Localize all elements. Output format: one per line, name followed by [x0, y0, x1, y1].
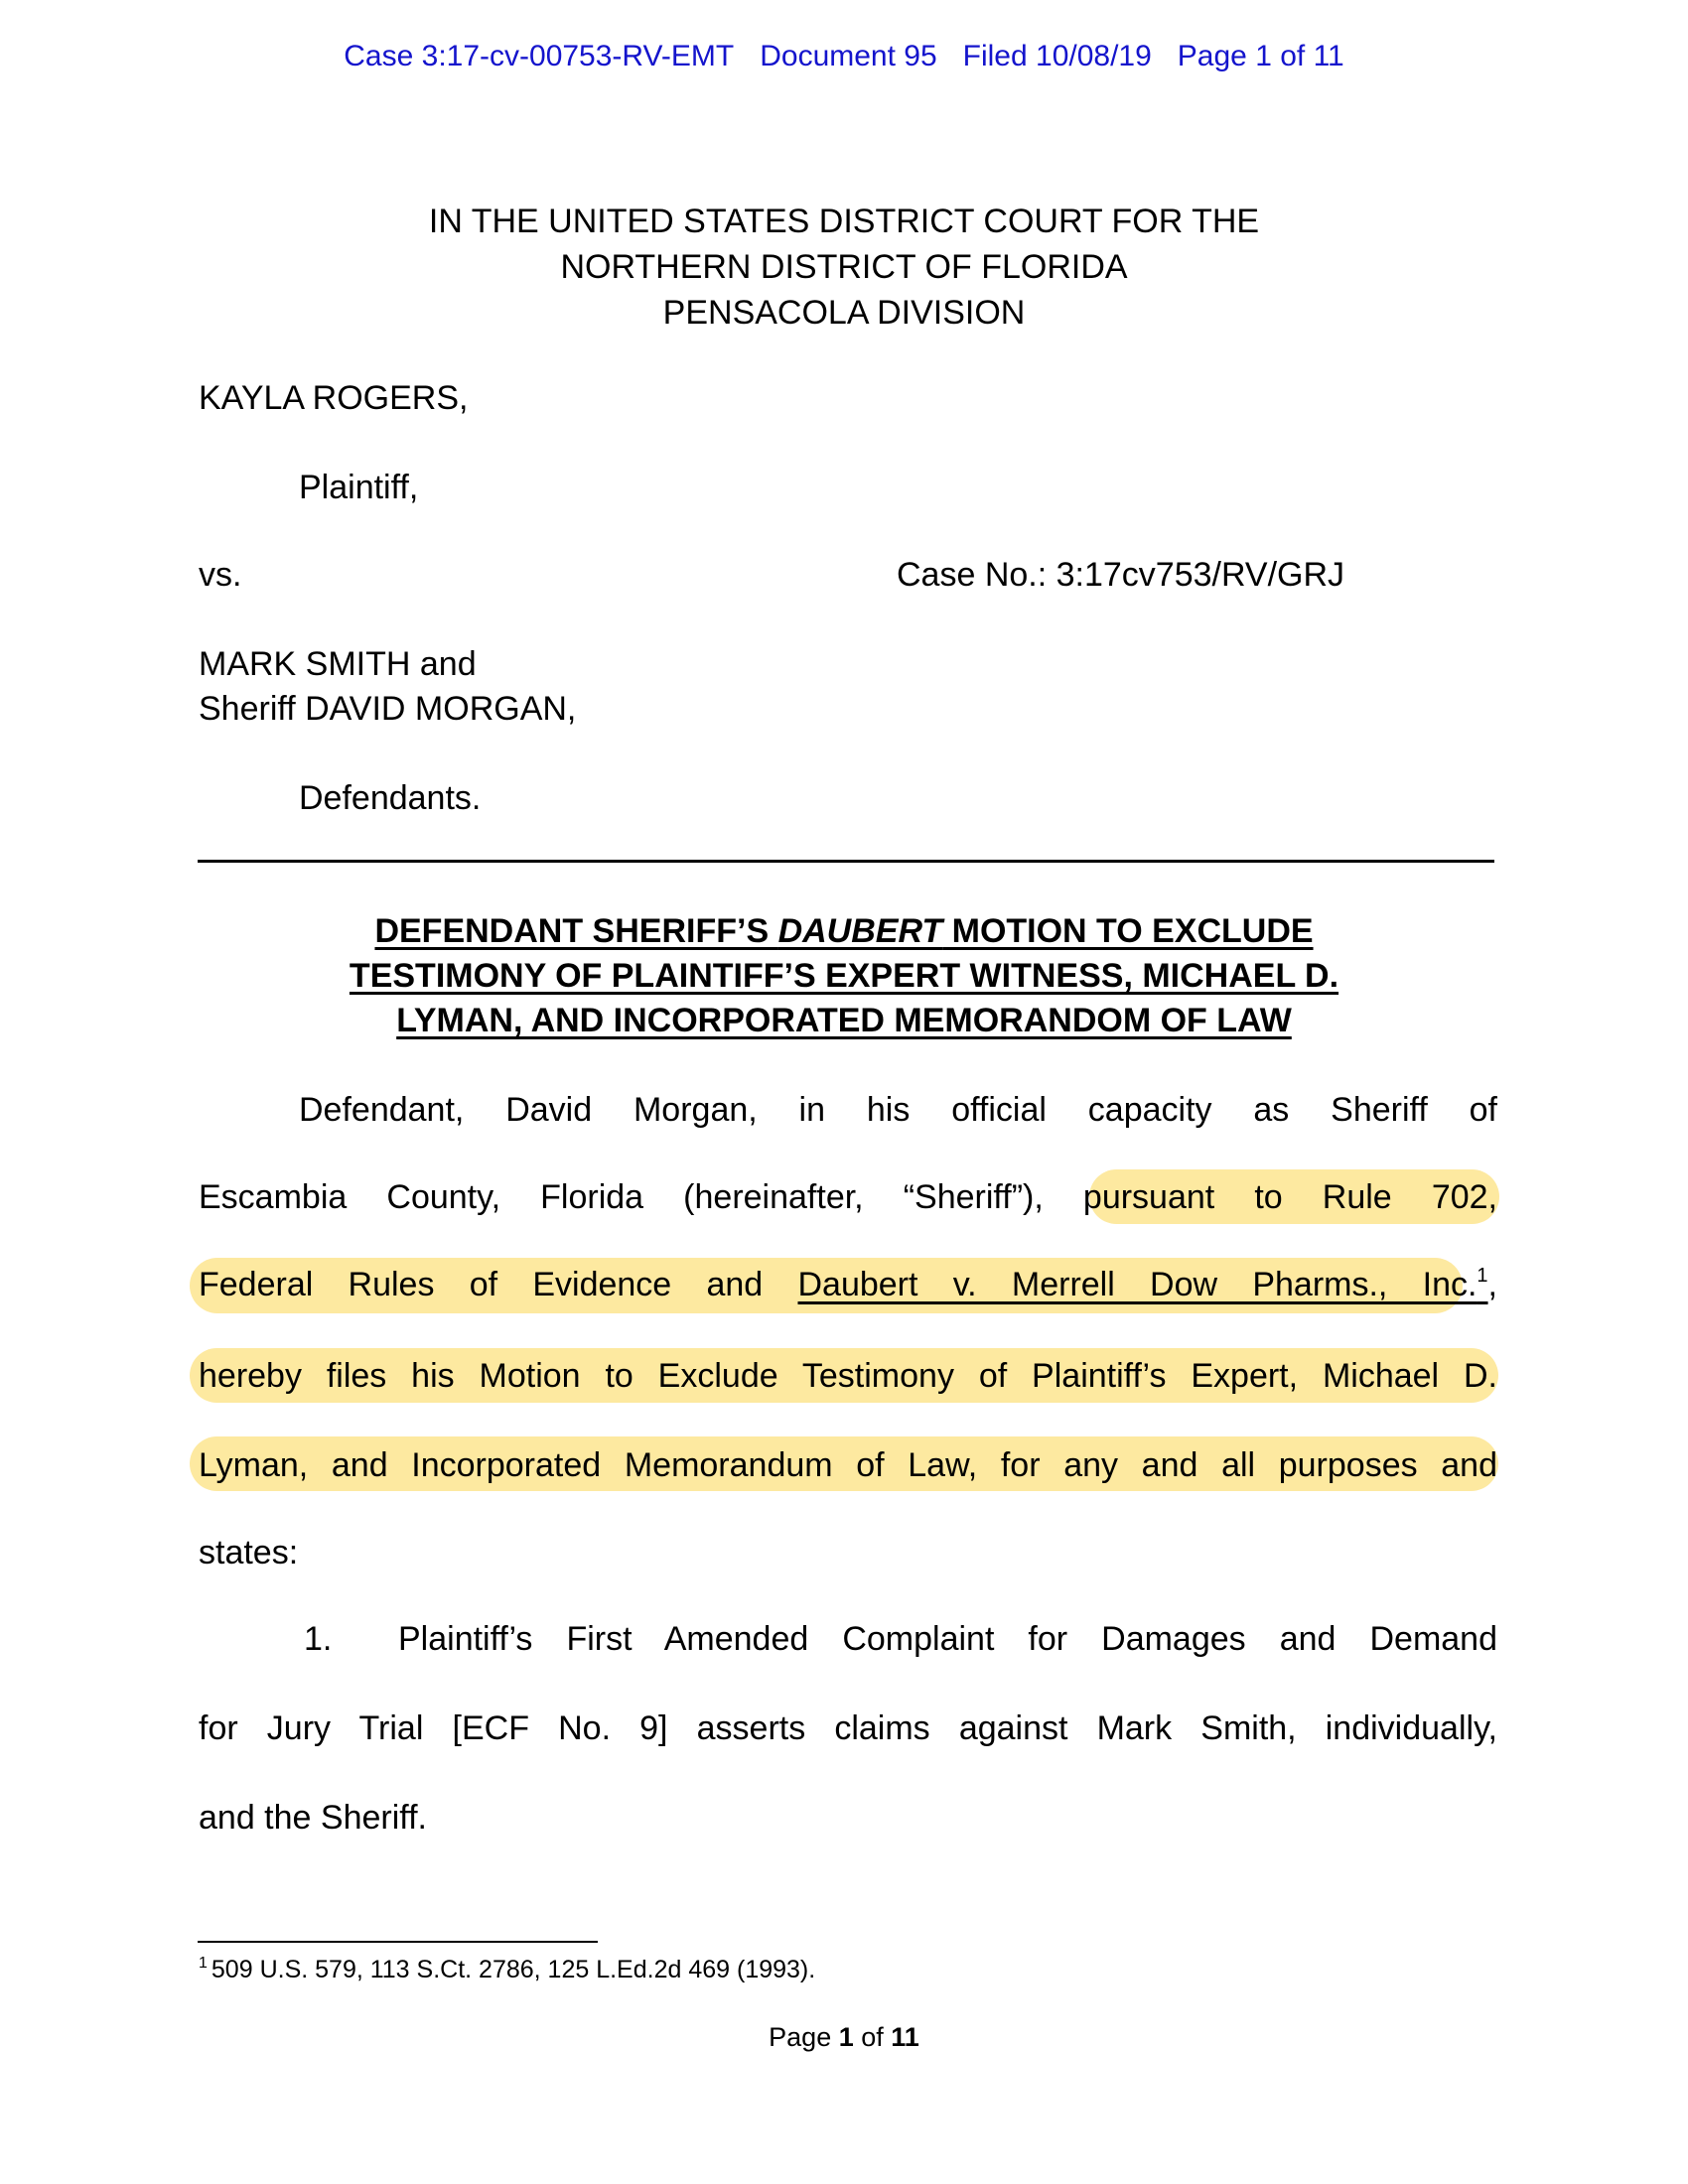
item-number: 1. [304, 1620, 333, 1658]
highlighted-text: pursuant to Rule 702, [1082, 1178, 1497, 1216]
paragraph-line: and the Sheriff. [199, 1799, 427, 1837]
paragraph-line: Defendant, David Morgan, in his official capacity as Sheriff of [299, 1091, 1497, 1129]
footnote-separator [198, 1941, 598, 1943]
motion-title-text: MOTION TO EXCLUDE [942, 912, 1314, 950]
ecf-document-number: Document 95 [760, 40, 937, 72]
paragraph-line [199, 1180, 1497, 1220]
ecf-filed-date: Filed 10/08/19 [962, 40, 1152, 72]
case-number: Case No.: 3:17cv753/RV/GRJ [897, 556, 1345, 594]
paragraph-line: states: [199, 1534, 299, 1571]
versus-label: vs. [199, 556, 242, 594]
current-page-number: 1 [838, 2022, 854, 2052]
defendant-role: Defendants. [299, 779, 482, 817]
paragraph-text: , [1487, 1266, 1497, 1303]
footnote-reference[interactable]: 1 [1477, 1265, 1488, 1287]
paragraph-line [199, 1265, 1497, 1307]
defendant-names-line-1: MARK SMITH and [199, 645, 477, 683]
plaintiff-role: Plaintiff, [299, 469, 419, 506]
total-page-count: 11 [891, 2022, 919, 2052]
paragraph-line: for Jury Trial [ECF No. 9] asserts claims against Mark Smith, individually, [199, 1709, 1497, 1747]
motion-title-text: LYMAN, AND INCORPORATED MEMORANDOM OF LAW [396, 1002, 1292, 1039]
plaintiff-name: KAYLA ROGERS, [199, 379, 469, 417]
footnote-text: 509 U.S. 579, 113 S.Ct. 2786, 125 L.Ed.2d 469 (1993). [211, 1956, 816, 1983]
page-footer [0, 2024, 1688, 2051]
case-citation-link[interactable] [797, 1266, 1487, 1303]
motion-title-text: TESTIMONY OF PLAINTIFF’S EXPERT WITNESS, MICHAEL D. [349, 957, 1339, 995]
case-citation-text: Daubert v. Merrell Dow Pharms., Inc. [797, 1266, 1477, 1303]
court-heading-line-3: PENSACOLA DIVISION [662, 294, 1026, 332]
paragraph-text: Escambia County, Florida (hereinafter, “Sheriff”), [199, 1178, 1044, 1216]
motion-title-text: DEFENDANT SHERIFF’S [374, 912, 778, 950]
page-footer-label: Page [769, 2022, 839, 2052]
motion-title-line-3 [0, 1004, 1688, 1037]
caption-divider [198, 860, 1494, 863]
defendant-names-line-2: Sheriff DAVID MORGAN, [199, 690, 577, 728]
court-heading-line-2: NORTHERN DISTRICT OF FLORIDA [560, 248, 1128, 286]
highlighted-text: Federal Rules of Evidence and [199, 1266, 764, 1303]
footnote-marker: 1 [199, 1955, 208, 1972]
ecf-case-number: Case 3:17-cv-00753-RV-EMT [344, 40, 735, 72]
daubert-italic: DAUBERT [777, 912, 943, 950]
paragraph-line: Lyman, and Incorporated Memorandum of Law, for any and all purposes and [199, 1446, 1497, 1484]
page-footer-label: of [853, 2022, 892, 2052]
court-heading-line-1: IN THE UNITED STATES DISTRICT COURT FOR THE [428, 203, 1260, 240]
paragraph-line: hereby files his Motion to Exclude Testimony of Plaintiff’s Expert, Michael D. [199, 1357, 1497, 1395]
ecf-page-count: Page 1 of 11 [1177, 40, 1344, 72]
ecf-filing-header [0, 42, 1688, 71]
footnote [199, 1955, 816, 1983]
motion-title-line-1 [0, 914, 1688, 948]
motion-title-line-2 [0, 959, 1688, 993]
paragraph-line: Plaintiff’s First Amended Complaint for Damages and Demand [398, 1620, 1497, 1658]
